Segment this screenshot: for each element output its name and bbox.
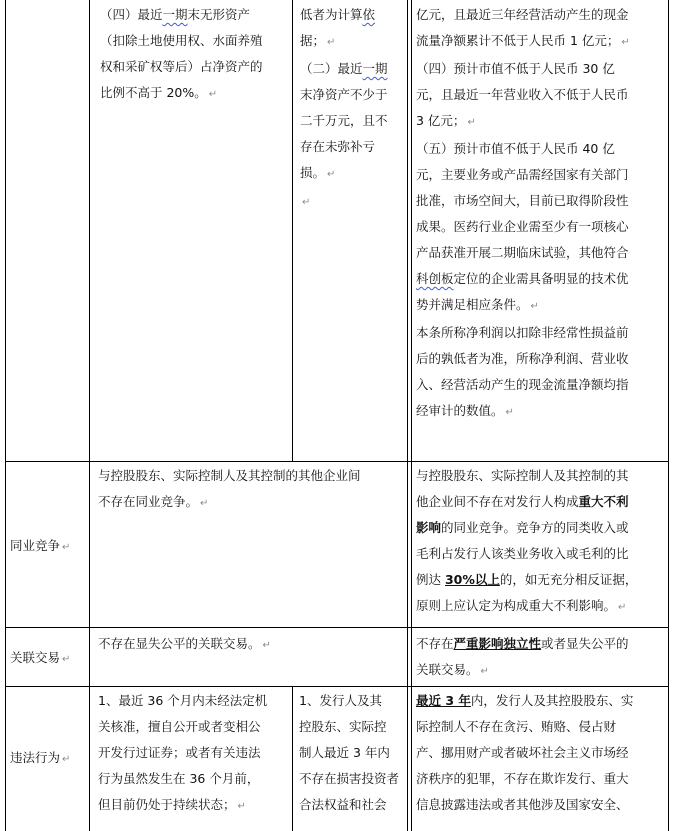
- table-border-right: [668, 0, 669, 831]
- row-label-illegal-text: 违法行为: [10, 750, 61, 765]
- cell-text: 开发行过证券；或者有关违法: [98, 745, 261, 760]
- cell-text: 的，如无充分相反证据，: [499, 572, 638, 587]
- cell-text: 产品获准开展二期临床试验，其他符合: [416, 245, 629, 260]
- cell-text: 成果。医药行业企业需至少有一项核心: [416, 219, 629, 234]
- cell-text: 不存在同业竞争。: [98, 494, 199, 509]
- cell-line: [416, 398, 666, 426]
- paragraph-mark: ↵: [467, 117, 476, 128]
- cell-text: 3 亿元；: [416, 113, 466, 128]
- cell-text: 的同业竞争。竞争方的同类收入或: [441, 520, 629, 535]
- paragraph-mark: ↵: [62, 542, 71, 553]
- cell-text: 行为虽然发生在 36 个月前，: [98, 771, 260, 786]
- competition-col4: [416, 463, 666, 621]
- cell-text: （二）最近: [300, 61, 363, 76]
- paragraph-mark: ↵: [208, 89, 218, 100]
- cell-text: 信息披露违法或者其他涉及国家安全、: [416, 797, 629, 812]
- cell-line: [300, 188, 404, 216]
- cell-line: [416, 489, 666, 515]
- paragraph-mark: ↵: [327, 37, 336, 48]
- cell-text: 元，主要业务或产品需经国家有关部门: [416, 167, 629, 182]
- cell-text: 入、经营活动产生的现金流量净额均指: [416, 377, 629, 392]
- paragraph-mark: ↵: [200, 498, 209, 509]
- cell-line: [416, 188, 666, 214]
- cell-text: 低者为计算: [300, 7, 363, 22]
- competition-col2: [98, 463, 404, 517]
- cell-line: [416, 541, 666, 567]
- row-label-related-text: 关联交易: [10, 650, 61, 665]
- cell-text: 元，且最近一年营业收入不低于人民币: [416, 87, 629, 102]
- cell-text: 依: [362, 7, 376, 22]
- cell-text: 毛利占发行人该类业务收入或毛利的比: [416, 546, 629, 561]
- cell-text: 原则上应认定为构成重大不利影响。: [416, 598, 617, 613]
- cell-text: 但目前仍处于持续状态；: [98, 797, 236, 812]
- cell-line: [416, 214, 666, 240]
- cell-line: [416, 714, 666, 740]
- cell-text: （五）预计市值不低于人民币 40 亿: [416, 141, 615, 156]
- cell-text: 关联交易。: [416, 662, 479, 677]
- cell-line: [416, 657, 666, 685]
- cell-text: 影响: [416, 520, 442, 535]
- cell-text: 合法权益和社会: [299, 797, 387, 812]
- cell-line: [100, 54, 288, 80]
- column-divider-1: [89, 0, 90, 831]
- illegal-col3: [299, 688, 405, 818]
- cell-text: 批准，市场空间大，目前已取得阶段性: [416, 193, 629, 208]
- cell-text: 二千万元，且不: [300, 113, 388, 128]
- cell-text: 与控股股东、实际控制人及其控制的其: [416, 468, 629, 483]
- cell-text: 流量净额累计不低于人民币 1 亿元；: [416, 33, 620, 48]
- cell-line: [98, 766, 290, 792]
- cell-line: [416, 292, 666, 320]
- cell-text: 不存在显失公平的关联交易。: [98, 636, 261, 651]
- cell-line: [300, 108, 404, 134]
- paragraph-mark: ↵: [62, 654, 71, 665]
- paragraph-mark: ↵: [480, 666, 489, 677]
- cell-text: 30%以上: [444, 572, 500, 587]
- cell-text: 他企业间不存在对发行人构成: [416, 494, 579, 509]
- cell-text: 势并满足相应条件。: [416, 297, 529, 312]
- cell-text: 据；: [300, 33, 326, 48]
- related-col2: [98, 631, 404, 659]
- paragraph-mark: ↵: [262, 640, 271, 651]
- top-row-col2: [100, 2, 288, 108]
- cell-text: 不存在: [416, 636, 454, 651]
- cell-line: [98, 792, 290, 820]
- cell-line: [98, 631, 404, 659]
- cell-line: [299, 766, 405, 792]
- cell-line: [98, 489, 404, 517]
- cell-line: [416, 136, 666, 162]
- cell-text: 与控股股东、实际控制人及其控制的其他企业间: [98, 468, 361, 483]
- cell-line: [100, 80, 288, 108]
- cell-line: [416, 463, 666, 489]
- cell-line: [300, 134, 404, 160]
- illegal-col4: [416, 688, 666, 818]
- cell-line: [98, 463, 404, 489]
- cell-text: （四）预计市值不低于人民币 30 亿: [416, 61, 615, 76]
- cell-line: [299, 792, 405, 818]
- cell-line: [299, 740, 405, 766]
- cell-text: （扣除土地使用权、水面养殖: [100, 33, 263, 48]
- cell-text: 末无形资产: [187, 7, 251, 22]
- cell-line: [416, 266, 666, 292]
- cell-line: [98, 688, 290, 714]
- cell-text: 制人最近 3 年内: [299, 745, 390, 760]
- cell-line: [416, 792, 666, 818]
- cell-text: 经审计的数值。: [416, 403, 504, 418]
- cell-text: 末净资产不少于: [300, 87, 388, 102]
- cell-line: [416, 631, 666, 657]
- cell-line: [98, 740, 290, 766]
- paragraph-mark: ↵: [530, 301, 539, 312]
- cell-line: [100, 2, 288, 28]
- cell-line: [416, 515, 666, 541]
- row-label-competition-text: 同业竞争: [10, 538, 61, 553]
- cell-text: 济秩序的犯罪，不存在欺诈发行、重大: [416, 771, 629, 786]
- cell-text: 不存在损害投资者: [299, 771, 400, 786]
- cell-line: [300, 2, 404, 28]
- row-label-related: [10, 645, 70, 673]
- cell-line: [300, 82, 404, 108]
- cell-line: [300, 160, 404, 188]
- cell-text: 控股东、实际控: [299, 719, 387, 734]
- paragraph-mark: ↵: [505, 407, 514, 418]
- cell-text: 1、发行人及其: [299, 693, 382, 708]
- cell-text: 科创板: [416, 271, 454, 286]
- row-divider-3: [5, 686, 669, 687]
- cell-line: [299, 714, 405, 740]
- cell-line: [416, 108, 666, 136]
- cell-text: 一期: [162, 7, 188, 22]
- top-row-col4: [416, 2, 666, 426]
- cell-text: 比例不高于 20%。: [100, 85, 207, 100]
- cell-line: [416, 82, 666, 108]
- cell-text: 后的孰低者为准，所称净利润、营业收: [416, 351, 629, 366]
- cell-text: 关核准，擅自公开或者变相公: [98, 719, 261, 734]
- column-divider-2b: [292, 686, 293, 831]
- cell-text: （四）最近: [100, 7, 163, 22]
- cell-text: 定位的企业需具备明显的技术优: [453, 271, 629, 286]
- paragraph-mark: ↵: [237, 801, 246, 812]
- cell-line: [416, 766, 666, 792]
- cell-text: 权和采矿权等后）占净资产的: [100, 59, 263, 74]
- paragraph-mark: ↵: [327, 169, 336, 180]
- cell-text: 最近 3 年: [416, 693, 471, 708]
- cell-line: [416, 593, 666, 621]
- cell-line: [416, 688, 666, 714]
- cell-line: [300, 56, 404, 82]
- column-divider-2: [292, 0, 293, 461]
- illegal-col2: [98, 688, 290, 820]
- cell-line: [416, 240, 666, 266]
- cell-line: [416, 28, 666, 56]
- cell-text: 本条所称净利润以扣除非经常性损益前: [416, 325, 629, 340]
- row-label-competition: [10, 533, 70, 561]
- cell-line: [300, 28, 404, 56]
- top-row-col3: [300, 2, 404, 216]
- cell-text: 存在未弥补亏: [300, 139, 376, 154]
- cell-line: [299, 688, 405, 714]
- cell-line: [416, 2, 666, 28]
- paragraph-mark: ↵: [618, 602, 627, 613]
- row-divider-1: [5, 461, 669, 462]
- cell-line: [416, 372, 666, 398]
- cell-text: 亿元，且最近三年经营活动产生的现金: [416, 7, 629, 22]
- table-border-left: [5, 0, 6, 831]
- cell-line: [416, 346, 666, 372]
- row-divider-2: [5, 627, 669, 628]
- cell-line: [98, 714, 290, 740]
- related-col4: [416, 631, 666, 685]
- cell-text: 损。: [300, 165, 326, 180]
- cell-text: 一期: [362, 61, 388, 76]
- cell-text: 1、最近 36 个月内未经法定机: [98, 693, 268, 708]
- cell-line: [100, 28, 288, 54]
- cell-line: [416, 740, 666, 766]
- cell-text: 内，发行人及其控股股东、实: [470, 693, 634, 708]
- cell-text: 例达: [416, 572, 445, 587]
- cell-text: 重大不利: [578, 494, 629, 509]
- cell-line: [416, 320, 666, 346]
- cell-text: 或者显失公平的: [541, 636, 629, 651]
- cell-line: [416, 56, 666, 82]
- cell-text: 产、挪用财产或者破坏社会主义市场经: [416, 745, 629, 760]
- cell-line: [416, 567, 666, 593]
- paragraph-mark: ↵: [302, 197, 311, 208]
- column-divider-3: [407, 0, 412, 831]
- cell-text: 际控制人不存在贪污、贿赂、侵占财: [416, 719, 617, 734]
- paragraph-mark: ↵: [62, 754, 71, 765]
- cell-text: 严重影响独立性: [453, 636, 542, 651]
- row-label-illegal: [10, 745, 70, 773]
- cell-line: [416, 162, 666, 188]
- paragraph-mark: ↵: [621, 37, 630, 48]
